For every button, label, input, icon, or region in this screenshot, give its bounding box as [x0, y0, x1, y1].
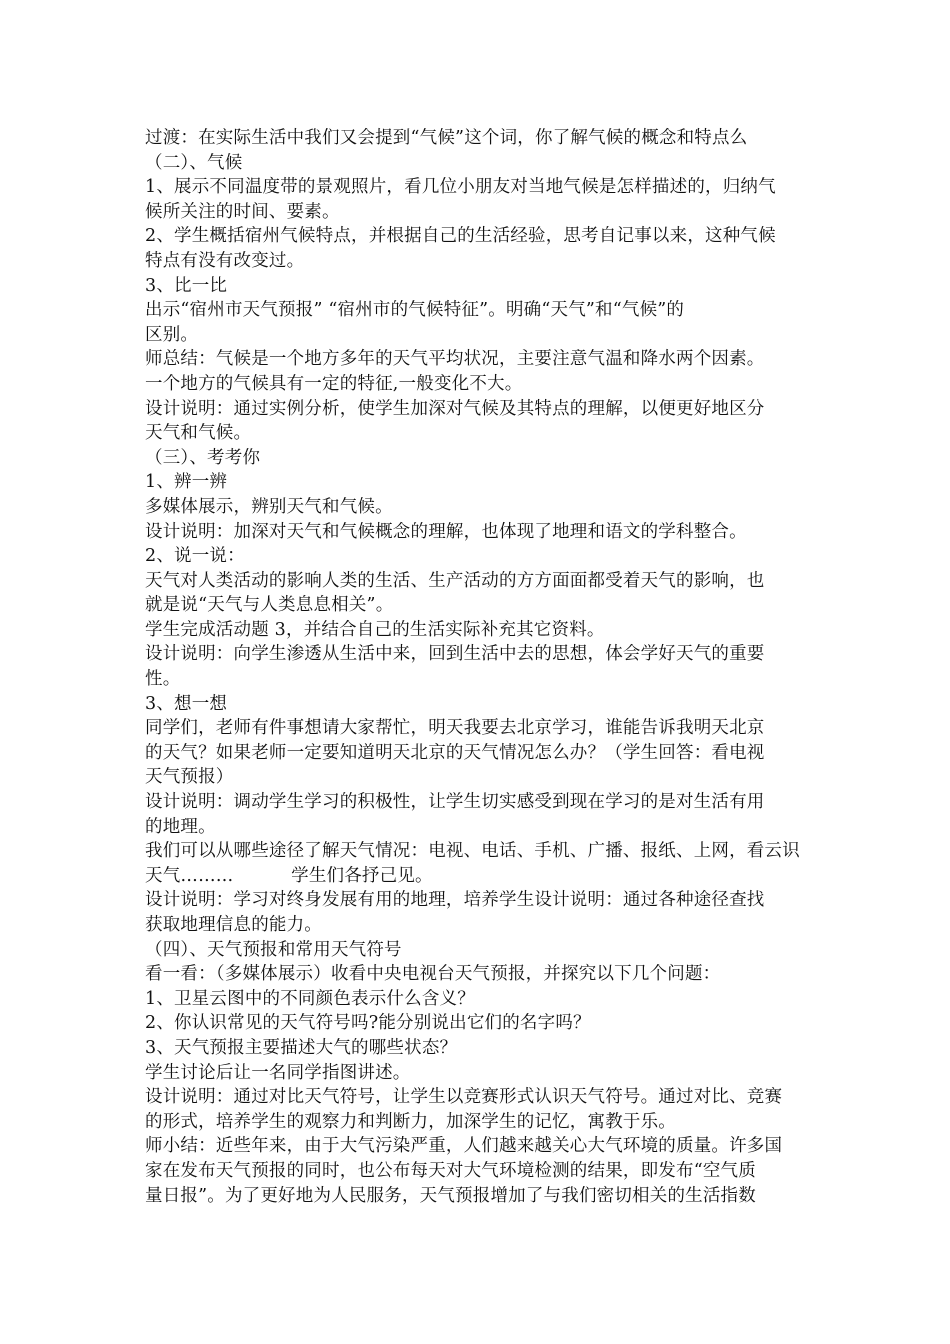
text-line: 获取地理信息的能力。 [145, 915, 322, 935]
text-line: 的形式，培养学生的观察力和判断力，加深学生的记忆，寓教于乐。 [145, 1111, 676, 1132]
text-line: 区别。 [145, 324, 199, 345]
text-line: 的天气？如果老师一定要知道明天北京的天气情况怎么办？（学生回答：看电视 [145, 742, 765, 763]
text-line: 2、你认识常见的天气符号吗?能分别说出它们的名字吗？ [145, 1013, 591, 1034]
text-line: 量日报”。为了更好地为人民服务，天气预报增加了与我们密切相关的生活指数 [145, 1185, 756, 1206]
section-heading: （四）、天气预报和常用天气符号 [145, 939, 402, 960]
text-line: 设计说明：学习对终身发展有用的地理，培养学生设计说明：通过各种途径查找 [145, 890, 765, 911]
text-line: 家在发布天气预报的同时，也公布每天对大气环境检测的结果，即发布“空气质 [145, 1160, 756, 1181]
text-line: 我们可以从哪些途径了解天气情况：电视、电话、手机、广播、报纸、上网，看云识 [145, 841, 800, 862]
text-line: 的地理。 [145, 816, 216, 837]
text-line: 设计说明：通过实例分析，使学生加深对气候及其特点的理解，以便更好地区分 [145, 398, 765, 419]
document-page [145, 126, 810, 1208]
text-line: 多媒体展示，辨别天气和气候。 [145, 496, 393, 517]
text-line: 天气预报） [145, 767, 234, 788]
text-line: 出示“宿州市天气预报” “宿州市的气候特征”。明确“天气”和“气候”的 [145, 300, 685, 321]
text-line: 1、辨一辨 [145, 472, 228, 493]
text-line: 天气对人类活动的影响人类的生活、生产活动的方方面面都受着天气的影响，也 [145, 570, 765, 591]
text-line: 过渡：在实际生活中我们又会提到“气候”这个词，你了解气候的概念和特点么 [145, 128, 748, 148]
text-line: 师小结：近些年来，由于大气污染严重，人们越来越关心大气环境的质量。许多国 [145, 1136, 783, 1157]
text-line: 3、想一想 [145, 693, 228, 714]
text-line: 2、学生概括宿州气候特点，并根据自己的生活经验，思考自记事以来，这种气候 [145, 226, 776, 247]
text-line: 学生完成活动题 3，并结合自己的生活实际补充其它资料。 [145, 619, 605, 640]
text-line: 师总结：气候是一个地方多年的天气平均状况，主要注意气温和降水两个因素。 [145, 349, 765, 370]
text-line: 天气……… 学生们各抒己见。 [145, 865, 433, 886]
text-line: 1、卫星云图中的不同颜色表示什么含义？ [145, 988, 475, 1009]
text-line: 性。 [145, 669, 181, 690]
text-line: 特点有没有改变过。 [145, 250, 305, 271]
text-line: 设计说明：加深对天气和气候概念的理解，也体现了地理和语文的学科整合。 [145, 521, 747, 542]
text-line: 天气和气候。 [145, 423, 252, 444]
text-line: 1、展示不同温度带的景观照片，看几位小朋友对当地气候是怎样描述的，归纳气 [145, 177, 776, 198]
section-heading: （三）、考考你 [145, 447, 261, 468]
text-line: 设计说明：通过对比天气符号，让学生以竞赛形式认识天气符号。通过对比、竞赛 [145, 1087, 783, 1108]
section-heading: （二）、气候 [145, 152, 243, 173]
text-line: 同学们，老师有件事想请大家帮忙，明天我要去北京学习，谁能告诉我明天北京 [145, 718, 765, 739]
text-line: 就是说“天气与人类息息相关”。 [145, 595, 394, 616]
text-line: 设计说明：调动学生学习的积极性，让学生切实感受到现在学习的是对生活有用 [145, 792, 765, 813]
text-line: 一个地方的气候具有一定的特征,一般变化不大。 [145, 373, 523, 394]
text-line: 3、天气预报主要描述大气的哪些状态？ [145, 1037, 458, 1058]
text-line: 3、比一比 [145, 275, 228, 296]
text-line: 候所关注的时间、要素。 [145, 201, 340, 222]
text-line: 看一看：（多媒体展示）收看中央电视台天气预报，并探究以下几个问题： [145, 964, 721, 985]
text-line: 设计说明：向学生渗透从生活中来，回到生活中去的思想，体会学好天气的重要 [145, 644, 765, 665]
text-line: 学生讨论后让一名同学指图讲述。 [145, 1062, 411, 1083]
text-line: 2、说一说： [145, 546, 245, 567]
